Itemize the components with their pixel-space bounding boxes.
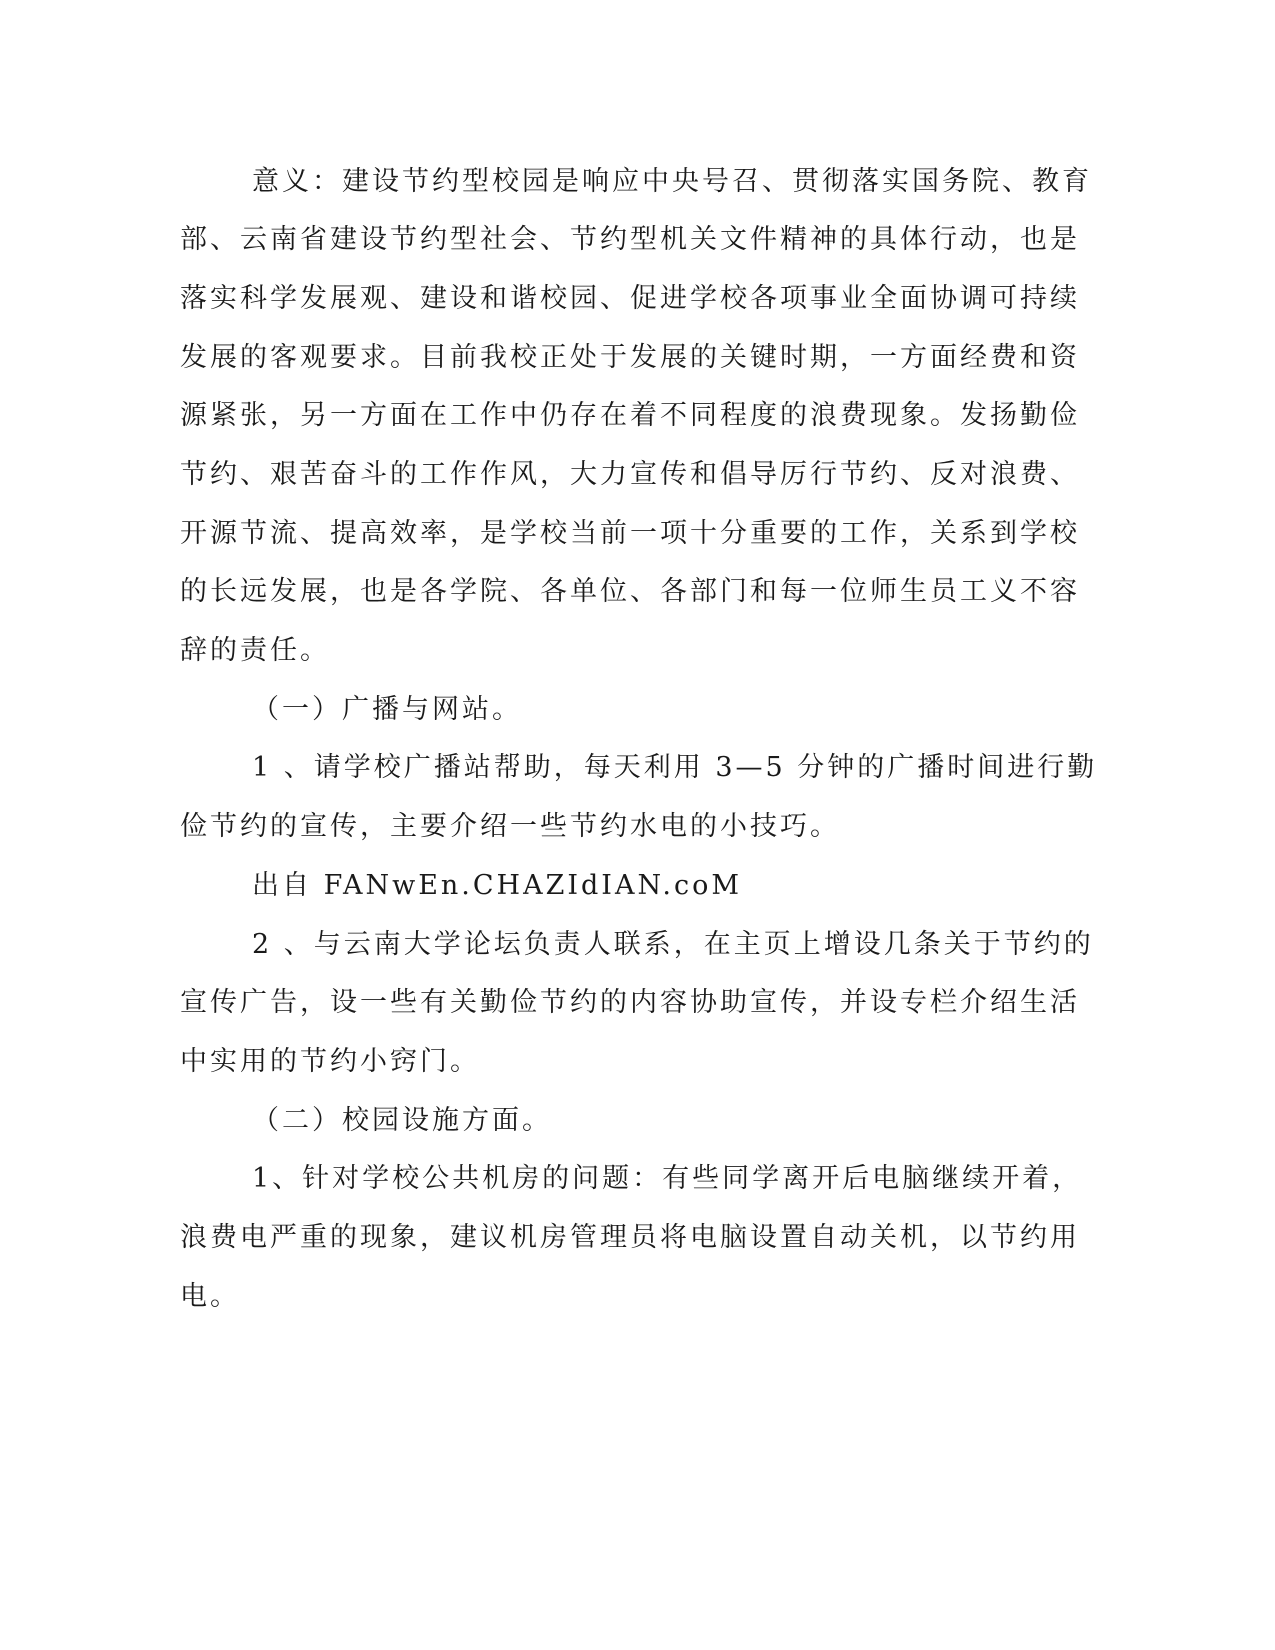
paragraph-1-line-4: 发展的客观要求。目前我校正处于发展的关键时期，一方面经费和资 bbox=[180, 342, 1080, 373]
paragraph-1-line-2: 部、云南省建设节约型社会、节约型机关文件精神的具体行动，也是 bbox=[180, 224, 1080, 255]
item-3-line-2: 浪费电严重的现象，建议机房管理员将电脑设置自动关机，以节约用 bbox=[180, 1222, 1080, 1253]
paragraph-1-line-8: 的长远发展，也是各学院、各单位、各部门和每一位师生员工义不容 bbox=[180, 576, 1080, 607]
paragraph-1-line-6: 节约、艰苦奋斗的工作作风，大力宣传和倡导厉行节约、反对浪费、 bbox=[180, 459, 1080, 490]
item-2-line-2: 宣传广告，设一些有关勤俭节约的内容协助宣传，并设专栏介绍生活 bbox=[180, 987, 1080, 1018]
item-1-line-2: 俭节约的宣传，主要介绍一些节约水电的小技巧。 bbox=[180, 811, 840, 842]
paragraph-1-line-7: 开源节流、提高效率，是学校当前一项十分重要的工作，关系到学校 bbox=[180, 518, 1080, 549]
item-2-line-3: 中实用的节约小窍门。 bbox=[180, 1046, 480, 1077]
paragraph-1-line-1: 意义：建设节约型校园是响应中央号召、贯彻落实国务院、教育 bbox=[252, 166, 1092, 197]
section-heading-campus-facilities: （二）校园设施方面。 bbox=[252, 1105, 552, 1136]
paragraph-1-line-5: 源紧张，另一方面在工作中仍存在着不同程度的浪费现象。发扬勤俭 bbox=[180, 400, 1080, 431]
section-heading-broadcast-website: （一）广播与网站。 bbox=[252, 694, 522, 725]
paragraph-1-line-9: 辞的责任。 bbox=[180, 635, 330, 666]
item-3-line-3: 电。 bbox=[180, 1281, 240, 1312]
item-3-line-1: 1、针对学校公共机房的问题：有些同学离开后电脑继续开着， bbox=[252, 1163, 1083, 1194]
item-1-line-1: 1 、请学校广播站帮助，每天利用 3—5 分钟的广播时间进行勤 bbox=[252, 752, 1098, 783]
paragraph-1-line-3: 落实科学发展观、建设和谐校园、促进学校各项事业全面协调可持续 bbox=[180, 283, 1080, 314]
item-2-line-1: 2 、与云南大学论坛负责人联系，在主页上增设几条关于节约的 bbox=[252, 929, 1094, 960]
source-line: 出自 FANwEn.CHAZIdIAN.coM bbox=[252, 870, 742, 901]
